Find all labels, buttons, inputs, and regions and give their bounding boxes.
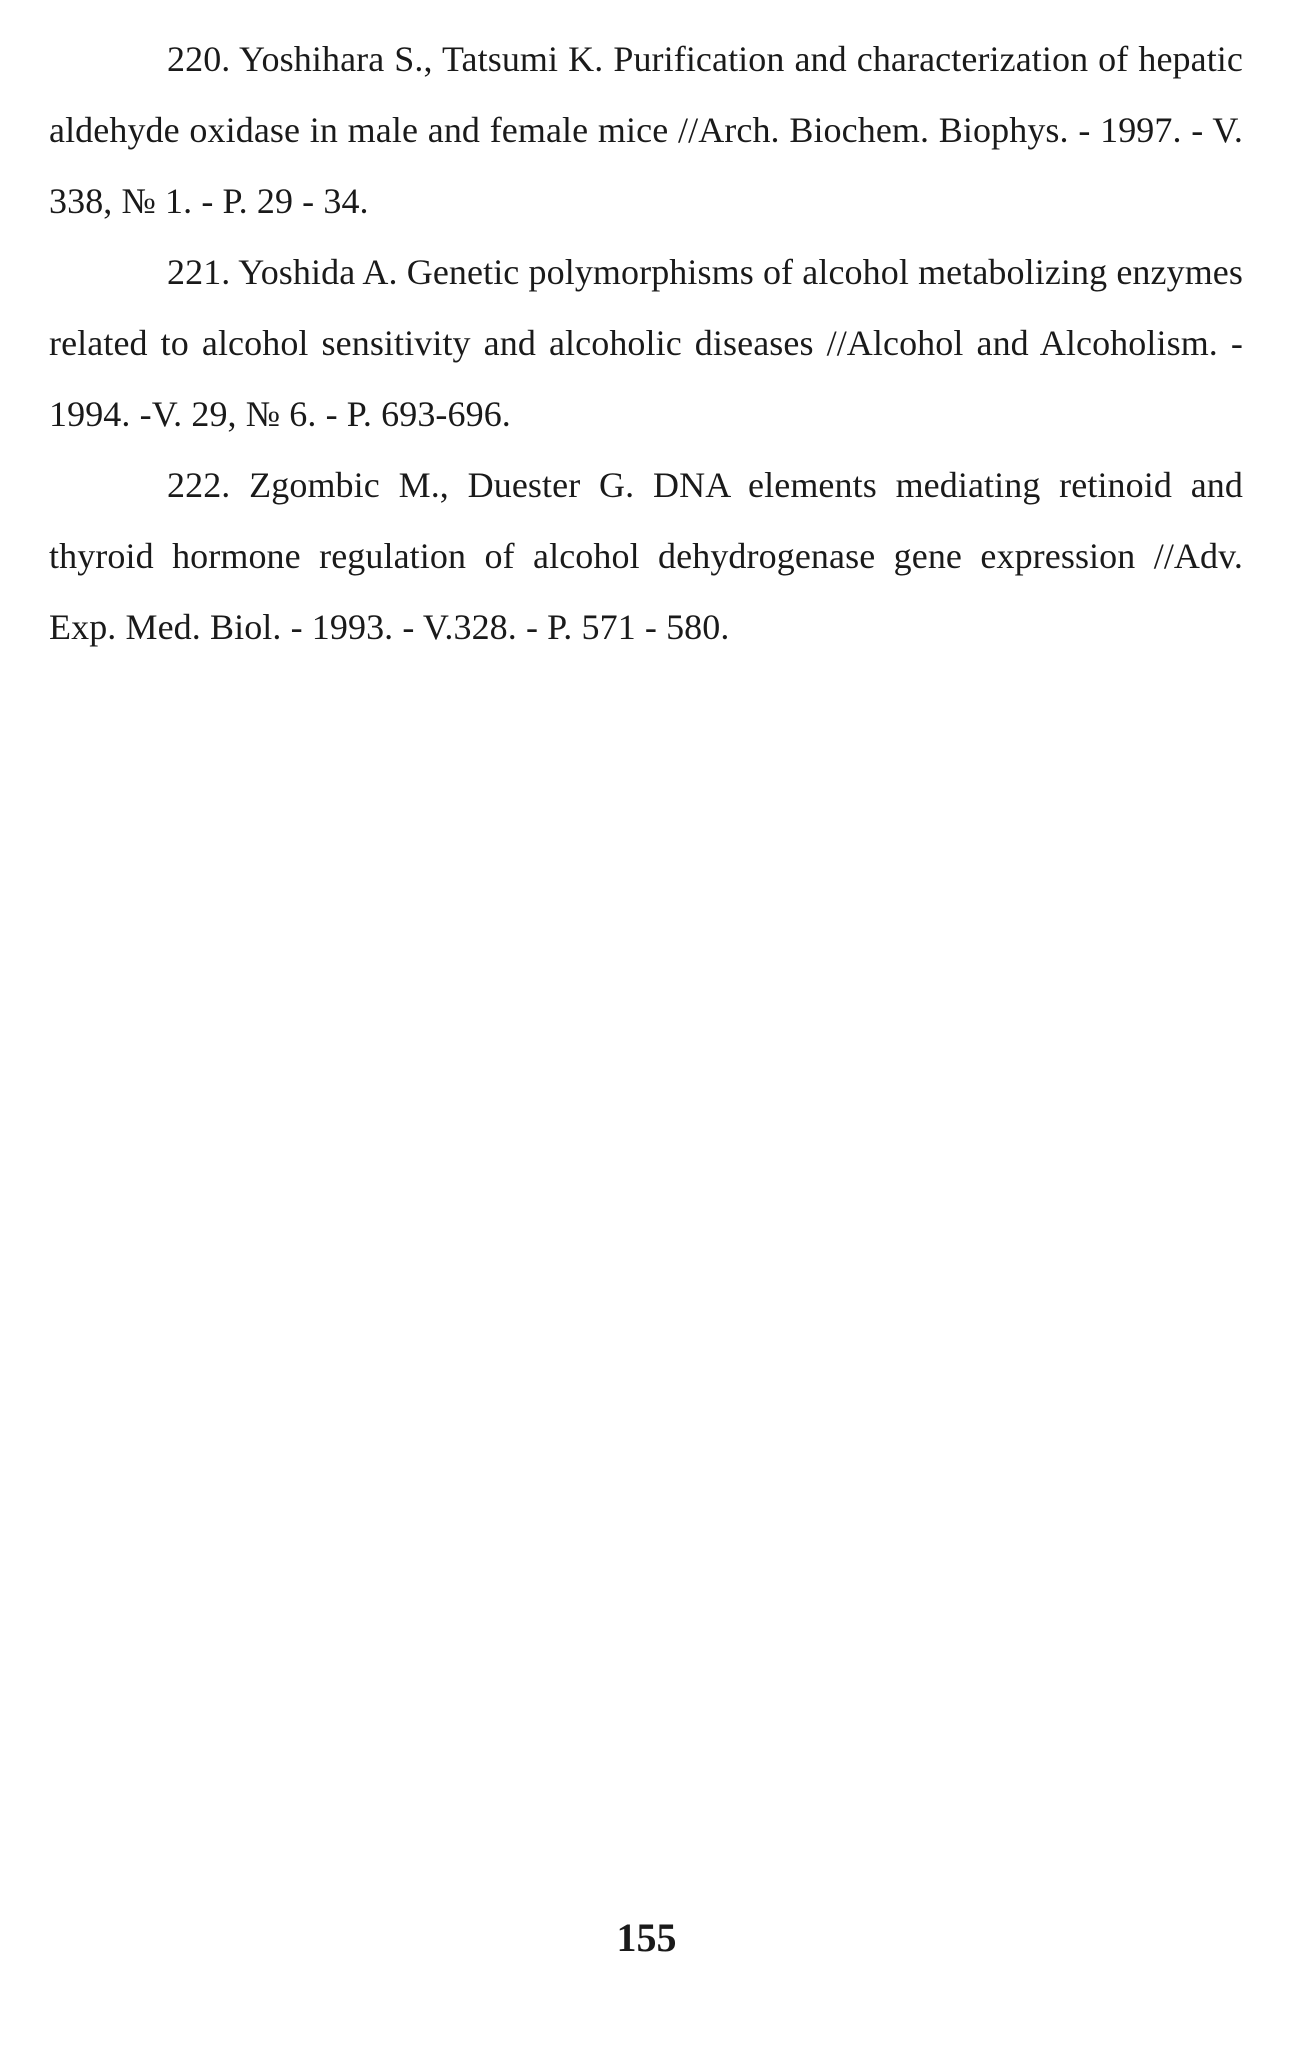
- page-number: 155: [616, 1915, 677, 1960]
- reference-entry-222: 222. Zgombic M., Duester G. DNA elements mediating retinoid and thyroid hormone regulation of alcohol dehydrogenase gene expression //Adv. Exp. Med. Biol. - 1993. - V.328. - P. 571 - 580.: [49, 465, 1243, 647]
- reference-entry-221: 221. Yoshida A. Genetic polymorphisms of alcohol metabolizing enzymes related to alcohol sensitivity and alcoholic diseases //Alcohol and Alcoholism. - 1994. -V. 29, № 6. - P. 693-696.: [49, 252, 1243, 434]
- reference-list: [49, 24, 1243, 663]
- reference-entry-220: 220. Yoshihara S., Tatsumi K. Purification and characterization of hepatic aldehyde oxidase in male and female mice //Arch. Biochem. Biophys. - 1997. - V. 338, № 1. - P. 29 - 34.: [49, 39, 1243, 221]
